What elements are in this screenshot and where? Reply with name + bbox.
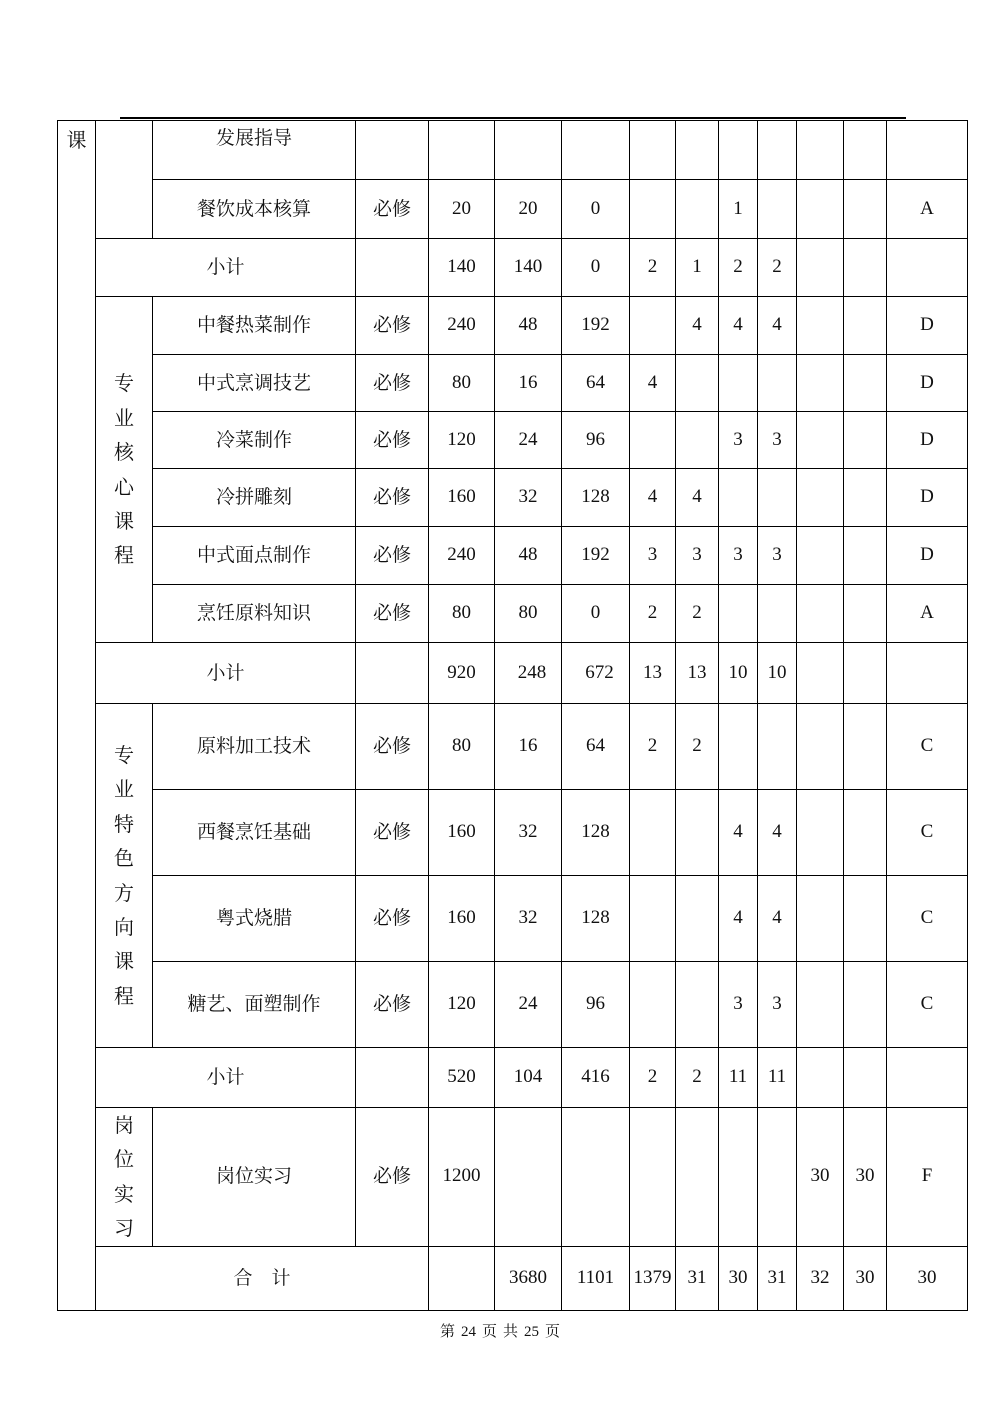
semester-1: [630, 962, 676, 1048]
subtotal-semester-1: 2: [630, 1048, 676, 1108]
semester-5: [797, 962, 844, 1048]
header-rule: [120, 117, 906, 119]
subtotal-label: 小计: [96, 239, 356, 297]
table-row: [58, 355, 968, 412]
total-hours: 240: [429, 297, 495, 355]
practice-hours: 128: [562, 790, 630, 876]
course-type: [356, 121, 429, 180]
practice-hours: 192: [562, 297, 630, 355]
semester-4: [758, 180, 797, 239]
grand-total-semester-5: 30: [844, 1246, 887, 1310]
total-hours: 1200: [429, 1108, 495, 1247]
subtotal-row: [58, 239, 968, 297]
assessment: C: [887, 704, 968, 790]
semester-1: 4: [630, 355, 676, 412]
semester-5: [797, 180, 844, 239]
grand-total-practice: 1379: [630, 1246, 676, 1310]
subtotal-practice: 416: [562, 1048, 630, 1108]
subtotal-semester-2: 1: [676, 239, 719, 297]
semester-6: [844, 412, 887, 469]
semester-5: [797, 469, 844, 527]
semester-2: [676, 412, 719, 469]
curriculum-table: [57, 120, 968, 1311]
semester-2: [676, 876, 719, 962]
table-row: [58, 297, 968, 355]
course-name: 中餐热菜制作: [153, 297, 356, 355]
semester-4: 4: [758, 297, 797, 355]
page-number: 24: [460, 1324, 476, 1340]
semester-2: 3: [676, 527, 719, 585]
label-char: 业: [114, 777, 134, 802]
subtotal-type: [356, 239, 429, 297]
assessment: D: [887, 297, 968, 355]
table-row: [58, 704, 968, 790]
course-name: 发展指导: [153, 121, 356, 180]
semester-5: 30: [797, 1108, 844, 1247]
course-category-cell: [58, 121, 96, 1311]
subtotal-semester-3: 2: [719, 239, 758, 297]
semester-6: [844, 527, 887, 585]
subtotal-assessment: [887, 643, 968, 704]
grand-total-hours: 3680: [495, 1246, 562, 1310]
table-row: [58, 412, 968, 469]
grand-total-semester-6: 30: [887, 1246, 968, 1310]
total-hours: 120: [429, 962, 495, 1048]
group-label-cell: [96, 121, 153, 239]
theory-hours: 20: [495, 180, 562, 239]
semester-3: [719, 121, 758, 180]
semester-2: 2: [676, 704, 719, 790]
table-row: [58, 121, 968, 180]
label-char: 专: [114, 742, 134, 767]
subtotal-theory: 140: [495, 239, 562, 297]
table-row: [58, 180, 968, 239]
course-name: 西餐烹饪基础: [153, 790, 356, 876]
total-hours: [429, 121, 495, 180]
practice-hours: 96: [562, 962, 630, 1048]
theory-hours: 16: [495, 355, 562, 412]
semester-5: [797, 355, 844, 412]
page-footer: [0, 1320, 1000, 1341]
practice-hours: 192: [562, 527, 630, 585]
semester-3: [719, 704, 758, 790]
grand-total-row: [58, 1246, 968, 1310]
label-char: 位: [114, 1147, 134, 1172]
practice-hours: 64: [562, 355, 630, 412]
total-hours: 160: [429, 790, 495, 876]
theory-hours: 32: [495, 790, 562, 876]
semester-6: [844, 876, 887, 962]
semester-4: [758, 704, 797, 790]
semester-5: [797, 527, 844, 585]
semester-2: 4: [676, 469, 719, 527]
subtotal-semester-2: 2: [676, 1048, 719, 1108]
semester-3: 3: [719, 527, 758, 585]
semester-3: [719, 469, 758, 527]
subtotal-label: 小计: [96, 643, 356, 704]
semester-1: [630, 180, 676, 239]
practice-hours: 96: [562, 412, 630, 469]
practice-hours: [562, 1108, 630, 1247]
subtotal-assessment: [887, 239, 968, 297]
footer-page-word: 页: [481, 1324, 497, 1340]
course-type: 必修: [356, 962, 429, 1048]
semester-3: [719, 585, 758, 643]
label-char: 课: [114, 949, 134, 974]
course-type: 必修: [356, 585, 429, 643]
subtotal-practice: 672: [562, 643, 630, 704]
grand-total-type: [429, 1246, 495, 1310]
table-row: [58, 1108, 968, 1247]
subtotal-semester-2: 13: [676, 643, 719, 704]
semester-1: [630, 121, 676, 180]
semester-6: [844, 704, 887, 790]
semester-4: 3: [758, 962, 797, 1048]
subtotal-semester-5: [797, 239, 844, 297]
grand-total-theory: 1101: [562, 1246, 630, 1310]
assessment: C: [887, 962, 968, 1048]
subtotal-practice: 0: [562, 239, 630, 297]
internship-group-label-cell: [96, 1108, 153, 1247]
semester-3: [719, 1108, 758, 1247]
semester-1: 2: [630, 704, 676, 790]
semester-4: 3: [758, 527, 797, 585]
semester-6: [844, 121, 887, 180]
semester-3: 3: [719, 962, 758, 1048]
theory-hours: [495, 1108, 562, 1247]
label-char: 程: [114, 983, 134, 1008]
semester-1: [630, 790, 676, 876]
semester-4: 4: [758, 790, 797, 876]
grand-total-semester-3: 31: [758, 1246, 797, 1310]
subtotal-total: 140: [429, 239, 495, 297]
assessment: F: [887, 1108, 968, 1247]
semester-6: [844, 297, 887, 355]
semester-3: 4: [719, 790, 758, 876]
semester-5: [797, 790, 844, 876]
semester-4: [758, 121, 797, 180]
assessment: D: [887, 355, 968, 412]
semester-1: 4: [630, 469, 676, 527]
semester-3: 1: [719, 180, 758, 239]
semester-4: 3: [758, 412, 797, 469]
subtotal-semester-6: [844, 239, 887, 297]
theory-hours: 32: [495, 876, 562, 962]
course-type: 必修: [356, 355, 429, 412]
label-char: 方: [114, 880, 134, 905]
total-hours: 80: [429, 355, 495, 412]
grand-total-semester-4: 32: [797, 1246, 844, 1310]
subtotal-semester-1: 13: [630, 643, 676, 704]
total-hours: 80: [429, 585, 495, 643]
subtotal-type: [356, 1048, 429, 1108]
subtotal-theory: 104: [495, 1048, 562, 1108]
label-char: 业: [114, 405, 134, 430]
subtotal-semester-3: 11: [719, 1048, 758, 1108]
semester-3: 4: [719, 297, 758, 355]
semester-4: [758, 469, 797, 527]
internship-group-label: [113, 1108, 135, 1246]
semester-5: [797, 412, 844, 469]
practice-hours: 128: [562, 469, 630, 527]
total-hours: 20: [429, 180, 495, 239]
course-type: 必修: [356, 180, 429, 239]
course-type: 必修: [356, 412, 429, 469]
label-char: 色: [114, 846, 134, 871]
semester-6: [844, 585, 887, 643]
table-row: [58, 876, 968, 962]
subtotal-semester-6: [844, 643, 887, 704]
theory-hours: 24: [495, 412, 562, 469]
grand-total-label: 合 计: [96, 1246, 429, 1310]
label-char: 专: [114, 371, 134, 396]
label-char: 岗: [114, 1113, 134, 1137]
label-char: 课: [114, 508, 134, 533]
course-name: 中式面点制作: [153, 527, 356, 585]
course-name: 烹饪原料知识: [153, 585, 356, 643]
subtotal-semester-3: 10: [719, 643, 758, 704]
label-char: 习: [114, 1216, 134, 1241]
subtotal-semester-4: 2: [758, 239, 797, 297]
footer-prefix: 第: [439, 1324, 455, 1340]
semester-1: 2: [630, 585, 676, 643]
practice-hours: 64: [562, 704, 630, 790]
subtotal-label: 小计: [96, 1048, 356, 1108]
subtotal-semester-1: 2: [630, 239, 676, 297]
course-type: 必修: [356, 297, 429, 355]
label-char: 心: [114, 474, 134, 499]
special-group-label-cell: [96, 704, 153, 1048]
semester-3: 4: [719, 876, 758, 962]
table-row: [58, 469, 968, 527]
table-body: [58, 121, 968, 1311]
course-name: 餐饮成本核算: [153, 180, 356, 239]
semester-5: [797, 121, 844, 180]
course-type: 必修: [356, 469, 429, 527]
semester-5: [797, 297, 844, 355]
theory-hours: 48: [495, 297, 562, 355]
semester-6: [844, 355, 887, 412]
subtotal-total: 520: [429, 1048, 495, 1108]
semester-2: [676, 962, 719, 1048]
semester-4: [758, 585, 797, 643]
subtotal-semester-4: 10: [758, 643, 797, 704]
label-char: 特: [114, 811, 134, 836]
assessment: C: [887, 790, 968, 876]
course-type: 必修: [356, 790, 429, 876]
subtotal-row: [58, 643, 968, 704]
label-char: 核: [114, 440, 134, 465]
course-type: 必修: [356, 876, 429, 962]
practice-hours: 0: [562, 180, 630, 239]
subtotal-theory: 248: [495, 643, 562, 704]
semester-1: [630, 297, 676, 355]
semester-4: [758, 1108, 797, 1247]
course-type: 必修: [356, 1108, 429, 1247]
label-char: 程: [114, 543, 134, 568]
subtotal-total: 920: [429, 643, 495, 704]
semester-1: [630, 1108, 676, 1247]
course-category-label: 课: [66, 128, 87, 152]
semester-2: 2: [676, 585, 719, 643]
semester-2: [676, 790, 719, 876]
semester-2: [676, 355, 719, 412]
special-group-label: [113, 738, 135, 1013]
semester-4: [758, 355, 797, 412]
subtotal-row: [58, 1048, 968, 1108]
theory-hours: 80: [495, 585, 562, 643]
semester-2: [676, 1108, 719, 1247]
subtotal-semester-5: [797, 1048, 844, 1108]
assessment: [887, 121, 968, 180]
semester-5: [797, 704, 844, 790]
course-name: 中式烹调技艺: [153, 355, 356, 412]
footer-total-word: 共: [503, 1324, 519, 1340]
assessment: D: [887, 469, 968, 527]
total-hours: 80: [429, 704, 495, 790]
semester-3: [719, 355, 758, 412]
total-hours: 120: [429, 412, 495, 469]
course-name: 岗位实习: [153, 1108, 356, 1247]
label-char: 向: [114, 914, 134, 939]
subtotal-semester-5: [797, 643, 844, 704]
semester-1: [630, 412, 676, 469]
course-type: 必修: [356, 704, 429, 790]
practice-hours: 0: [562, 585, 630, 643]
semester-6: [844, 962, 887, 1048]
assessment: C: [887, 876, 968, 962]
course-name: 原料加工技术: [153, 704, 356, 790]
label-char: 实: [114, 1181, 134, 1206]
semester-2: [676, 180, 719, 239]
semester-6: 30: [844, 1108, 887, 1247]
table-row: [58, 585, 968, 643]
course-name: 冷拼雕刻: [153, 469, 356, 527]
footer-suffix: 页: [545, 1324, 561, 1340]
semester-6: [844, 790, 887, 876]
grand-total-semester-1: 31: [676, 1246, 719, 1310]
grand-total-semester-2: 30: [719, 1246, 758, 1310]
table-row: [58, 790, 968, 876]
practice-hours: 128: [562, 876, 630, 962]
theory-hours: 24: [495, 962, 562, 1048]
semester-1: 3: [630, 527, 676, 585]
subtotal-semester-4: 11: [758, 1048, 797, 1108]
semester-4: 4: [758, 876, 797, 962]
course-name: 冷菜制作: [153, 412, 356, 469]
theory-hours: 16: [495, 704, 562, 790]
subtotal-semester-6: [844, 1048, 887, 1108]
semester-6: [844, 180, 887, 239]
semester-3: 3: [719, 412, 758, 469]
total-hours: 160: [429, 876, 495, 962]
semester-6: [844, 469, 887, 527]
practice-hours: [562, 121, 630, 180]
semester-2: 4: [676, 297, 719, 355]
assessment: D: [887, 527, 968, 585]
total-hours: 240: [429, 527, 495, 585]
core-group-label-cell: [96, 297, 153, 643]
total-pages: 25: [524, 1324, 540, 1340]
semester-5: [797, 876, 844, 962]
total-hours: 160: [429, 469, 495, 527]
table-row: [58, 962, 968, 1048]
subtotal-assessment: [887, 1048, 968, 1108]
course-type: 必修: [356, 527, 429, 585]
semester-5: [797, 585, 844, 643]
theory-hours: 32: [495, 469, 562, 527]
core-group-label: [113, 366, 135, 572]
assessment: A: [887, 180, 968, 239]
assessment: A: [887, 585, 968, 643]
table-row: [58, 527, 968, 585]
semester-1: [630, 876, 676, 962]
theory-hours: 48: [495, 527, 562, 585]
assessment: D: [887, 412, 968, 469]
course-name: 粤式烧腊: [153, 876, 356, 962]
semester-2: [676, 121, 719, 180]
course-name: 糖艺、面塑制作: [153, 962, 356, 1048]
theory-hours: [495, 121, 562, 180]
subtotal-type: [356, 643, 429, 704]
